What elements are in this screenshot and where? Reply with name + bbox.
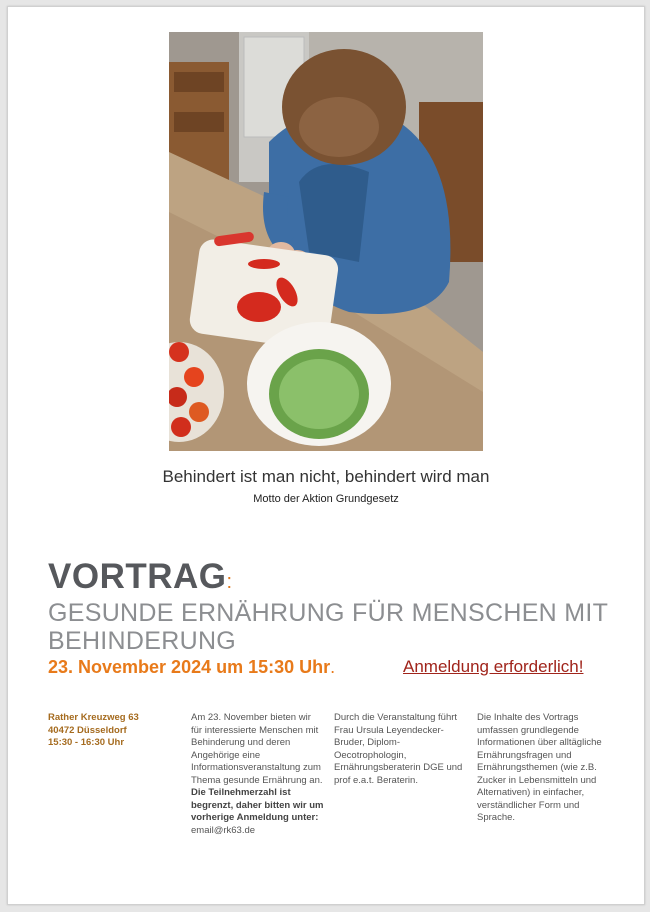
signup-link[interactable]: Anmeldung erforderlich! [403, 657, 584, 676]
event-time: 15:30 - 16:30 Uhr [48, 737, 125, 748]
intro-column [191, 712, 324, 837]
content-column: Die Inhalte des Vortrags umfassen grundlegende Informationen über alltägliche Ernährungsfragen und Ernährungsthemen (wie z.B. Zucker in Lebensmitteln und Alternativen) in einfacher, verständlicher Form und Sprache. [477, 712, 602, 823]
registration-note: Die Teilnehmerzahl ist begrenzt, daher bitten wir um vorherige Anmeldung unter: [191, 787, 324, 823]
speaker-column: Durch die Veranstaltung führt Frau Ursula Leyendecker-Bruder, Diplom-Oecotrophologin, Ernährungsberaterin DGE und prof e.a.t. Beraterin. [334, 712, 463, 786]
event-date-text: 23. November 2024 um 15:30 Uhr [48, 657, 331, 677]
motto-quote: Behindert ist man nicht, behindert wird man [162, 467, 490, 486]
address-street: Rather Kreuzweg 63 [48, 712, 139, 723]
child-cutting-vegetables-photo [169, 32, 483, 451]
contact-email[interactable]: email@rk63.de [191, 824, 256, 836]
event-label-colon: : [226, 571, 233, 593]
address-column [48, 712, 168, 750]
event-title: GESUNDE ERNÄHRUNG FÜR MENSCHEN MIT BEHINDERUNG [48, 599, 608, 655]
event-date [48, 657, 335, 678]
event-date-suffix: . [330, 657, 336, 677]
event-label-text: VORTRAG [48, 557, 227, 596]
address-city: 40472 Düsseldorf [48, 724, 127, 736]
motto-source: Motto der Aktion Grundgesetz [253, 493, 399, 505]
event-label [48, 557, 233, 597]
flyer-page [7, 6, 645, 905]
intro-text: Am 23. November bieten wir für interessierte Menschen mit Behinderung und deren Angehörige eine Informationsveranstaltung zum Thema gesunde Ernährung an. [191, 712, 323, 786]
